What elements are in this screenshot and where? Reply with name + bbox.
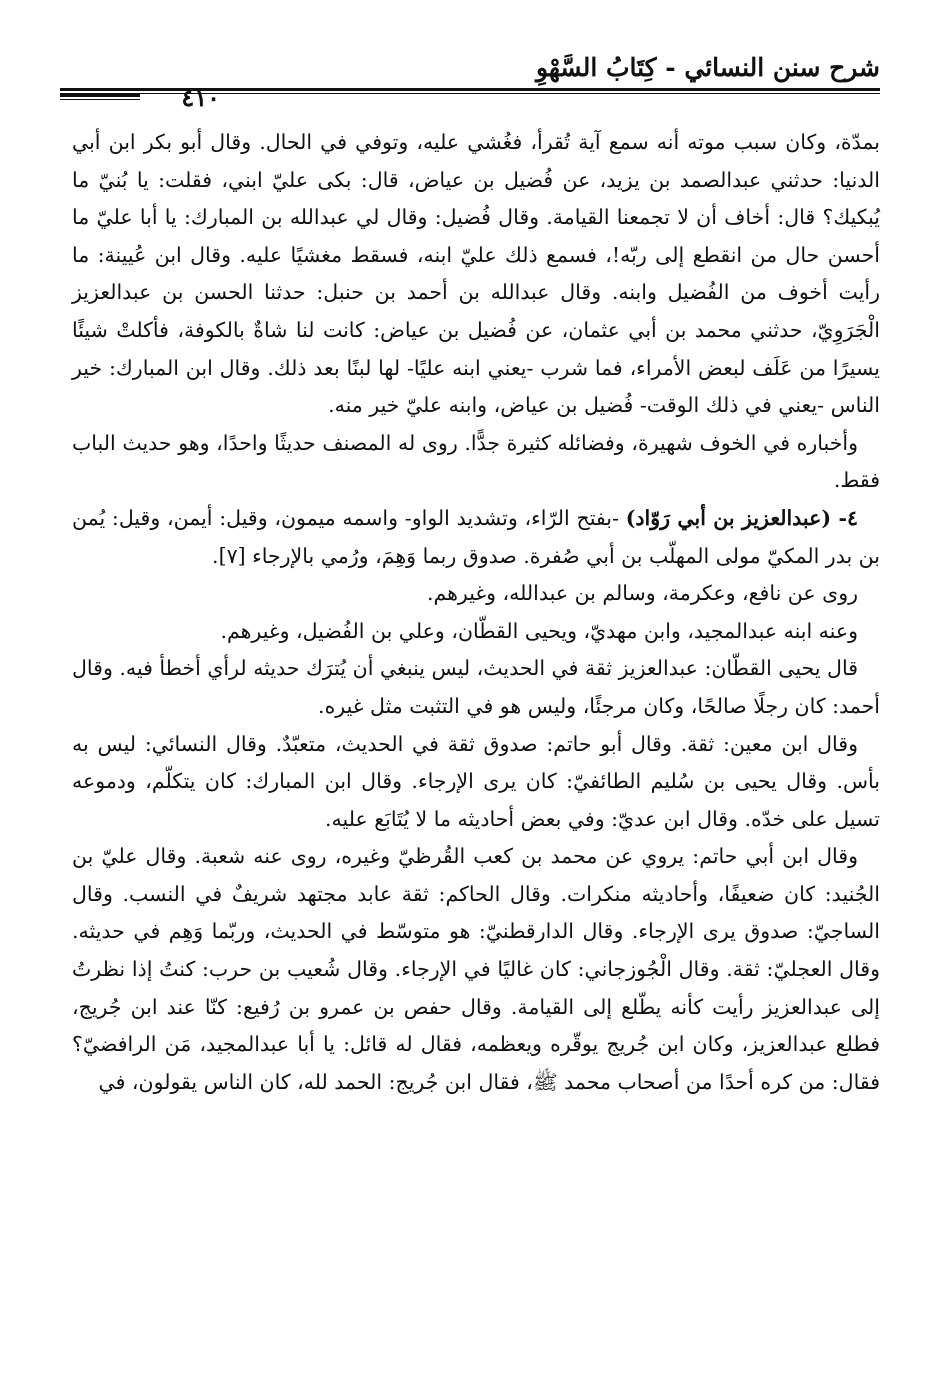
body-text bbox=[72, 124, 880, 1101]
page-number-row bbox=[60, 84, 220, 114]
paragraph-narrators-from-him: وعنه ابنه عبدالمجيد، وابن مهديّ، ويحيى القطّان، وعلي بن الفُضيل، وغيرهم. bbox=[220, 618, 858, 643]
page-number: ٤١٠ bbox=[181, 83, 220, 112]
paragraph-narrated-from: روى عن نافع، وعكرمة، وسالم بن عبدالله، وغيرهم. bbox=[426, 581, 858, 606]
paragraph-fudayl-summary: وأخباره في الخوف شهيرة، وفضائله كثيرة جدًّا. روى له المصنف حديثًا واحدًا، وهو حديث الباب فقط. bbox=[72, 430, 880, 493]
paragraph-fudayl-bio: بمدّة، وكان سبب موته أنه سمع آية تُقرأ، فغُشي عليه، وتوفي في الحال. وقال أبو بكر ابن أبي الدنيا: حدثني عبدالصمد بن يزيد، عن فُضيل بن عياض، قال: بكى عليّ ابني، فقلت: يا بُنيّ ما يُبكيك؟ قال: أخاف أن لا تجمعنا القيامة. وقال فُضيل: وقال لي عبدالله بن المبارك: يا أبا عليّ ما أحسن حال من انقطع إلى ربّه!، فسمع ذلك عليّ ابنه، فسقط مغشيًا عليه. وقال ابن عُيينة: ما رأيت أخوف من الفُضيل وابنه. وقال عبدالله بن أحمد بن حنبل: حدثنا الحسن بن عبدالعزيز الْجَرَوِيّ، حدثني محمد بن أبي عثمان، عن فُضيل بن عياض: كانت لنا شاةٌ بالكوفة، فأكلتْ شيئًا يسيرًا من عَلَف لبعض الأمراء، فما شرب -يعني ابنه عليًا- لها لبنًا بعد ذلك. وقال ابن المبارك: خير الناس -يعني في ذلك الوقت- فُضيل بن عياض، وابنه عليّ خير منه. bbox=[72, 130, 880, 418]
paragraph-ibn-main: وقال ابن معين: ثقة. وقال أبو حاتم: صدوق ثقة في الحديث، متعبّدٌ. وقال النسائي: ليس به بأس. وقال يحيى بن سُليم الطائفيّ: كان يرى الإرجاء. وقال ابن المبارك: كان يتكلّم، ودموعه تسيل على خدّه. وقال ابن عديّ: وفي بعض أحاديثه ما لا يُتَابَع عليه. bbox=[72, 731, 880, 831]
entry-number: ٤- bbox=[831, 505, 858, 530]
entry-name: (عبدالعزيز بن أبي رَوّاد) bbox=[625, 505, 832, 530]
page-number-rule bbox=[60, 94, 140, 100]
entry-description: -بفتح الرّاء، وتشديد الواو- واسمه ميمون، وقيل: أيمن، وقيل: يُمن بن بدر المكيّ مولى المهلّب بن أبي صُفرة. صدوق ربما وَهِمَ، ورُمي بالإرجاء [٧]. bbox=[72, 505, 880, 568]
paragraph-qattan-ahmad: قال يحيى القطّان: عبدالعزيز ثقة في الحديث، ليس ينبغي أن يُترَك حديثه لرأي أخطأ فيه. وقال أحمد: كان رجلًا صالحًا، وكان مرجئًا، وليس هو في التثبت مثل غيره. bbox=[72, 656, 880, 718]
running-title: شرح سنن النسائي - كِتَابُ السَّهْوِ bbox=[535, 53, 880, 82]
paragraph-ibn-abi-hatim: وقال ابن أبي حاتم: يروي عن محمد بن كعب القُرظيّ وغيره، روى عنه شعبة. وقال عليّ بن الجُنيد: كان ضعيفًا، وأحاديثه منكرات. وقال الحاكم: ثقة عابد مجتهد شريفٌ في النسب. وقال الساجيّ: صدوق يرى الإرجاء. وقال الدارقطنيّ: هو متوسّط في الحديث، وربّما وَهِم في حديثه. وقال العجليّ: ثقة. وقال الْجُوزجاني: كان غاليًا في الإرجاء. وقال شُعيب بن حرب: كنتُ إذا نظرتُ إلى عبدالعزيز رأيت كأنه يطّلع إلى القيامة. وقال حفص بن عمرو بن رُفيع: كنّا عند ابن جُريج، فطلع عبدالعزيز، وكان ابن جُريج يوقّره ويعظمه، فقال له قائل: يا أبا عبدالمجيد، مَن الرافضيّ؟ فقال: من كره أحدًا من أصحاب محمد ﷺ، فقال ابن جُريج: الحمد لله، كان الناس يقولون، في bbox=[72, 844, 880, 1094]
paragraph-entry-4 bbox=[72, 500, 880, 575]
